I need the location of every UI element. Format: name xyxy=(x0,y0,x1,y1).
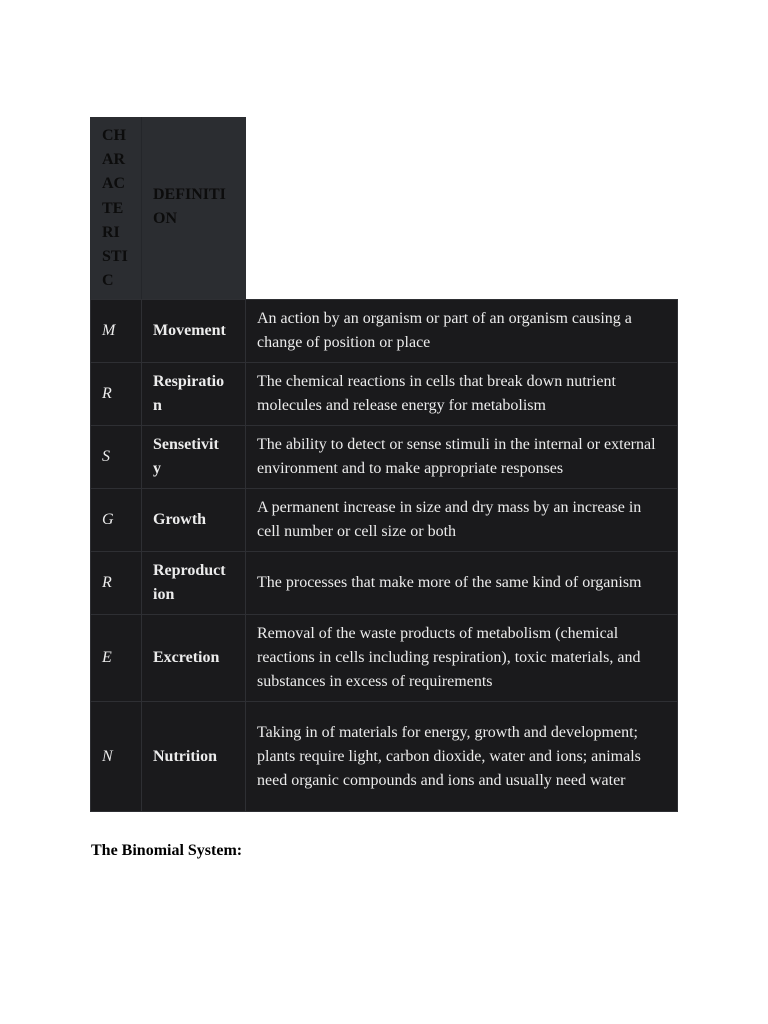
table-row xyxy=(91,426,678,489)
row-characteristic: Reproduct ion xyxy=(142,552,246,615)
table-header xyxy=(90,117,246,300)
row-letter: M xyxy=(91,300,142,363)
row-letter: G xyxy=(91,489,142,552)
row-definition: The chemical reactions in cells that break down nutrient molecules and release energy for metabolism xyxy=(246,363,678,426)
row-definition: A permanent increase in size and dry mass by an increase in cell number or cell size or both xyxy=(246,489,678,552)
row-letter: E xyxy=(91,615,142,702)
table-row xyxy=(91,552,678,615)
row-characteristic: Sensetivit y xyxy=(142,426,246,489)
row-definition: The processes that make more of the same kind of organism xyxy=(246,552,678,615)
row-letter: N xyxy=(91,702,142,812)
row-definition: Removal of the waste products of metabolism (chemical reactions in cells including respiration), toxic materials, and substances in excess of requirements xyxy=(246,615,678,702)
section-heading: The Binomial System: xyxy=(91,842,243,859)
table-row xyxy=(91,489,678,552)
row-characteristic: Excretion xyxy=(142,615,246,702)
header-definition: DEFINITI ON xyxy=(153,186,226,227)
row-characteristic: Movement xyxy=(142,300,246,363)
table-row xyxy=(91,300,678,363)
table-row xyxy=(91,702,678,812)
row-definition: Taking in of materials for energy, growth and development; plants require light, carbon dioxide, water and ions; animals need organic compounds and ions and usually need water xyxy=(246,702,678,812)
row-definition: The ability to detect or sense stimuli in the internal or external environment and to make appropriate responses xyxy=(246,426,678,489)
row-characteristic: Nutrition xyxy=(142,702,246,812)
row-letter: R xyxy=(91,552,142,615)
table-row xyxy=(91,615,678,702)
row-characteristic: Respiratio n xyxy=(142,363,246,426)
row-letter: S xyxy=(91,426,142,489)
row-letter: R xyxy=(91,363,142,426)
row-characteristic: Growth xyxy=(142,489,246,552)
header-divider xyxy=(141,117,142,300)
row-definition: An action by an organism or part of an organism causing a change of position or place xyxy=(246,300,678,363)
characteristics-table xyxy=(90,299,678,812)
table-row xyxy=(91,363,678,426)
header-characteristic: CH AR AC TE RI STI C xyxy=(102,127,128,290)
